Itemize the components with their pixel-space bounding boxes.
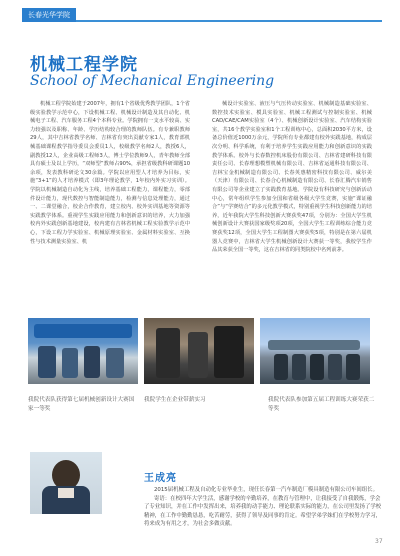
section-tab: 长春光华学院 [22,8,76,22]
body-column-left [30,100,190,262]
page-header [0,0,400,36]
photo-caption: 我院代表队参加第五届工程训练大赛荣获二等奖 [268,397,375,412]
body-text-right: 械设计实验室、液压与气压传动实验室、机械制造基础实验室、数控技术实验室、模具实验室、机械工程测试与控制实验室、机械CAD/CAE/CAM实验室（4个）、机械创新设计实验室、汽车结构实验室，共16个教学实验室和1个工程训练中心，总面积2030平方米，设备总价值近1000万余元，学院所有专业都建有校外实践基地，构成层次分明、科学系统，有利于培养学生实践应用能力和创新意识的实践教学体系。校外与长春数控机床股份有限公司、吉林省建研科技有限责任公司、长春理想模塑机械有限公司、吉林省运通科技有限公司、吉林宝金机械制造有限公司、长春英惠精密科技有限公司、威尔美（天津）有限公司、长春合心机械制造有限公司、长春汇腾汽车销售有限公司等企业建立了实践教育基地。学院设有科技研究与创新活动中心，常年组织学生参加全国和省级各级大学生竞赛，实施“课证融合”与“学赛结合”的多元化教学模式，特别重视学生科技创新能力的培养，近年我院大学生科技创新大赛获奖47项，分别为：全国大学生机械创新设计大赛获国家级奖项20项，全国大学生工程训练综合能力竞赛获奖12项，全国大学生工程制图大赛获奖5项，特别是在第六届机器人竞赛中，吉林省大学生机械创新设计大赛获一等奖，我校学生作品其荣获全国一等奖，这在吉林省的同类院校中名列前茅。 [212,101,372,254]
body-column-right [212,100,372,305]
body-text-left: 机械工程学院始建于2007年，拥有1个省级优秀教学团队，1个省级实验教学示范中心，下设机械工程、机械设计制造及其自动化、机械电子工程、汽车服务工程4个本科专业。学院拥有一支水平较高、实力较强以及职称、年龄、学历结构较合理的教师队伍。有专兼职教师29人，其中吉林省教学名师、吉林省有突出贡献专家1人，教育部机械基础课程教学指导委员会委员1人，校级教学名师2人，教授6人，副教授12人，企业高级工程师3人，博士学位教师9人，青年教师全部具有硕士及以上学历，“双师型”教师占90%，承担省级教科研课题10余项，发表教科研论文30余篇。学院以应用型人才培养为目标，实施“3+1”的人才培养模式（即3年理论教学，1年校内外实习实训）。学院以机械制造自动化为主线，培养基础工程能力，课程能力，零部件设计能力，现代数控与智能制造能力，检测与信息处理能力，通过一、二课堂融合，校企合作教育，建立校内、校外实训基地等资源等实践教学体系。重视学生实践应用能力和创新意识的培养，大力加强校内外实践创新基地建设，校内建有吉林省机械工程实验教学示范中心，下设工程力学实验室、机械原理实验室、金属材料实验室、互换性与技术测量实验室、机 [30,101,190,245]
page-title: 机械工程学院 [30,55,138,75]
alumni-name: 王成亮 [144,473,177,484]
alumni-message: 寄语：在校四年大学生活，感谢学校的辛勤培养，在教育与管理中，让我接受了自我锻炼，学会了专业知识，并在工作中发挥出来，培养我的动手能力、理论联系实际的能力，在公司里发扬了学校精神，在工作中勤勤恳恳，吃苦耐劳，获得了领导及同事的肯定。希望学弟学妹们在学校努力学习，将来成为有用之才，为社会多做贡献。 [144,495,382,527]
photo-competition [260,318,370,384]
page-subtitle: School of Mechanical Engineering [30,73,275,89]
page-number: 37 [375,538,383,545]
alumni-portrait [30,452,102,514]
alumni-intro: 2015届机械工程及自动化专业毕业生，现任长春第一汽车制造厂模具制造有限公司车间组长。 [154,487,378,493]
alumni-bio [144,486,384,529]
photo-caption: 我院学生在企业带薪实习 [144,397,206,403]
header-rule [22,20,382,22]
photo-internship [144,318,254,384]
photo-award-team [28,318,138,384]
photo-caption: 我院代表队获得第七届机械创新设计大赛国家一等奖 [28,397,135,412]
